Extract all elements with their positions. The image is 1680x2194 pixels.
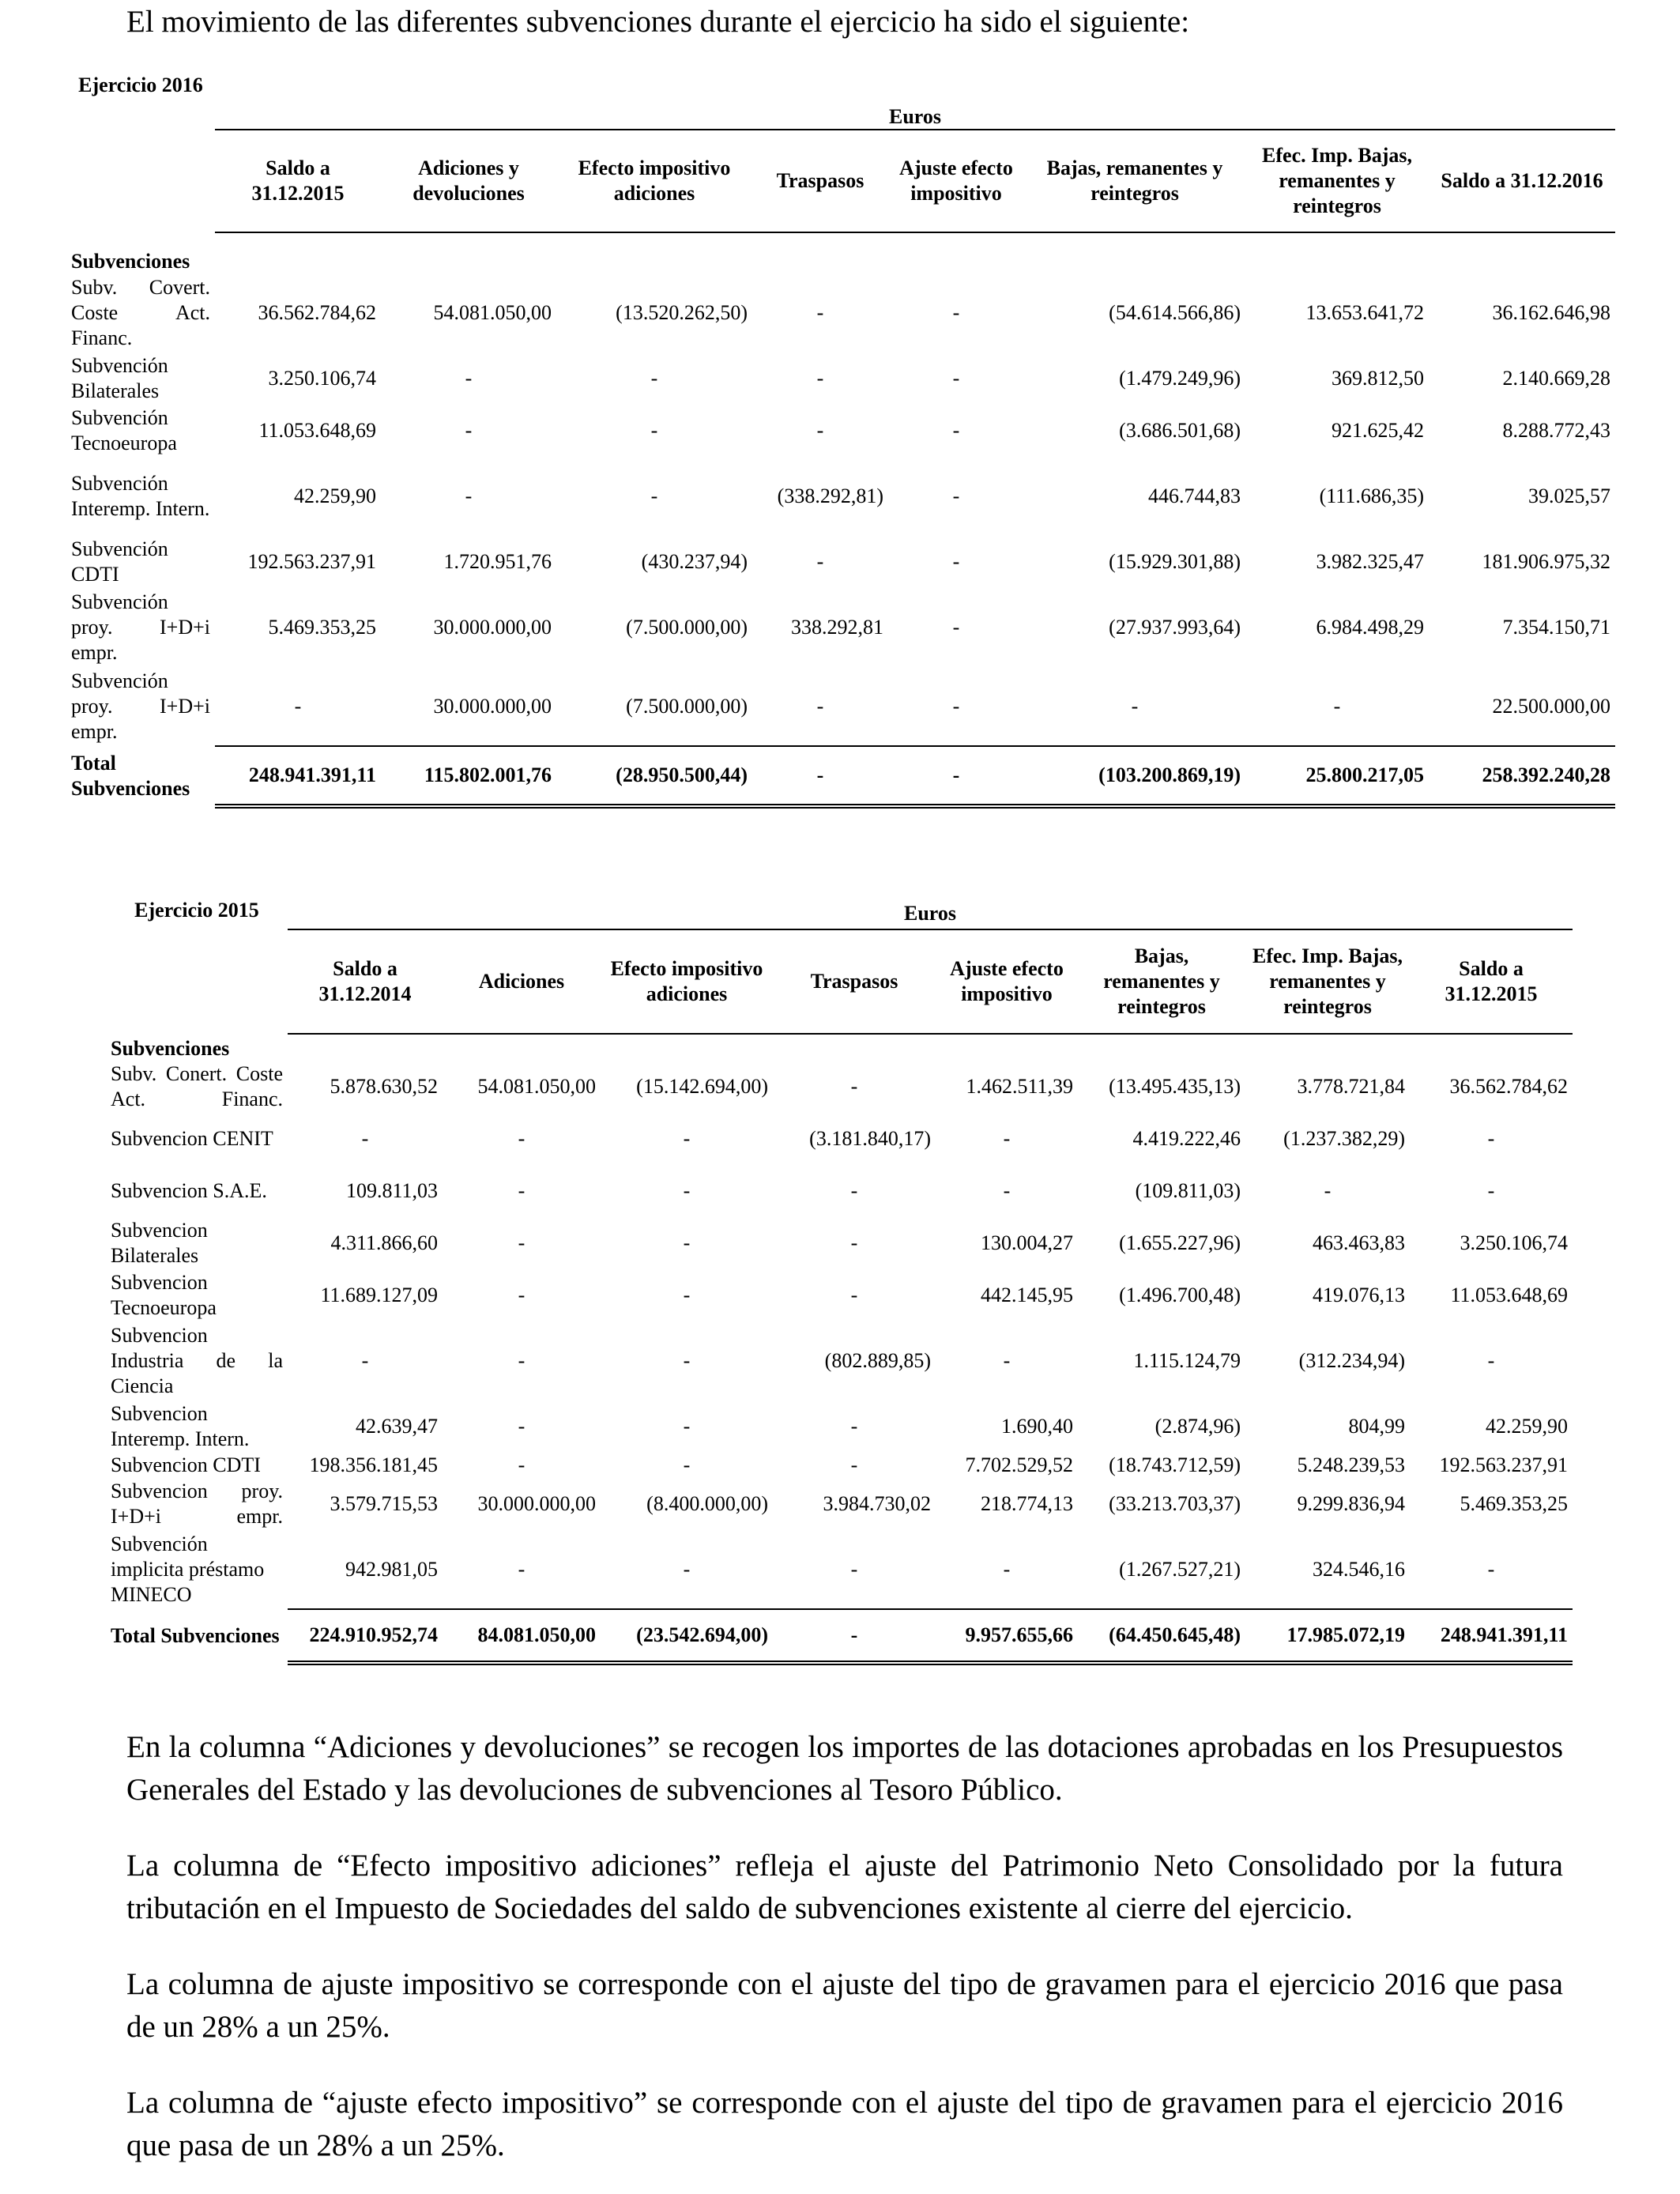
table-row: [66, 457, 1615, 536]
col-header: Saldo a 31.12.2015: [1410, 929, 1573, 1034]
table-cell: -: [465, 367, 473, 390]
table-cell: 36.562.784,62: [1449, 1075, 1568, 1098]
paragraph: La columna de ajuste impositivo se corresponde con el ajuste del tipo de gravamen para el ejercicio 2016 que pasa de un 28% a un 25%.: [126, 1967, 1563, 2044]
total-cell: (103.200.869,19): [1024, 746, 1245, 806]
table-cell: -: [952, 367, 960, 390]
table-row: [106, 1113, 1573, 1165]
table-cell: 5.469.353,25: [268, 616, 376, 639]
table-cell: 369.812,50: [1332, 367, 1424, 390]
table-cell: -: [952, 550, 960, 573]
table-cell: -: [1003, 1179, 1011, 1202]
intro-text: El movimiento de las diferentes subvenciones durante el ejercicio ha sido el siguiente:: [126, 5, 1190, 39]
table-row: [106, 1321, 1573, 1400]
table-cell: (430.237,94): [641, 550, 748, 573]
table-cell: (18.743.712,59): [1109, 1453, 1241, 1476]
paragraph: En la columna “Adiciones y devoluciones” se recogen los importes de las dotaciones aprobadas en los Presupuestos Generales del Estado y las devoluciones de subvenciones al Tesoro Público.: [126, 1730, 1563, 1807]
table-cell: -: [361, 1349, 369, 1372]
table-row: [66, 352, 1615, 405]
row-label: Subvencion Interemp. Intern.: [111, 1402, 250, 1450]
table-body: [106, 1061, 1573, 1663]
table-cell: -: [1003, 1349, 1011, 1372]
table-cell: 54.081.050,00: [433, 301, 552, 324]
col-header: Adiciones y devoluciones: [381, 130, 556, 232]
total-cell: 84.081.050,00: [443, 1609, 601, 1663]
table-cell: -: [650, 419, 658, 442]
row-label: Subv. Covert. Coste Act. Financ.: [71, 276, 210, 349]
row-label: Subvencion proy. I+D+i empr.: [111, 1480, 283, 1528]
table-cell: -: [518, 1179, 525, 1202]
table-cell: -: [518, 1284, 525, 1306]
col-header: Traspasos: [752, 130, 888, 232]
table-cell: (13.520.262,50): [616, 301, 748, 324]
table-cell: -: [850, 1179, 858, 1202]
table-cell: 198.356.181,45: [309, 1453, 438, 1476]
total-cell: -: [888, 746, 1024, 806]
table-cell: 3.250.106,74: [1460, 1231, 1568, 1254]
table-cell: -: [518, 1231, 525, 1254]
row-label: Subvención CDTI: [71, 537, 168, 586]
table-row: [66, 405, 1615, 457]
table-cell: 22.500.000,00: [1492, 694, 1610, 718]
total-cell: -: [752, 746, 888, 806]
col-header: Saldo a 31.12.2014: [288, 929, 443, 1034]
table-cell: 5.248.239,53: [1297, 1453, 1405, 1476]
total-label: Total Subvenciones: [71, 752, 190, 800]
row-label: Subvencion Bilaterales: [111, 1219, 208, 1267]
table-cell: 463.463,83: [1313, 1231, 1405, 1254]
table-cell: (15.929.301,88): [1109, 550, 1241, 573]
table-cell: (15.142.694,00): [636, 1075, 768, 1098]
total-row: [66, 746, 1615, 806]
col-header: Adiciones: [443, 929, 601, 1034]
table-cell: -: [816, 550, 824, 573]
col-header: Ajuste efecto impositivo: [936, 929, 1078, 1034]
row-label: Subvención implicita préstamo MINECO: [111, 1532, 265, 1606]
row-label: Subvencion S.A.E.: [111, 1179, 267, 1202]
table-cell: -: [1003, 1127, 1011, 1150]
total-cell: (23.542.694,00): [601, 1609, 773, 1663]
col-header: Efecto impositivo adiciones: [601, 929, 773, 1034]
table-cell: -: [518, 1557, 525, 1581]
table-row: [106, 1061, 1573, 1113]
paragraph: La columna de “ajuste efecto impositivo” se corresponde con el ajuste del tipo de gravamen para el ejercicio 2016 que pasa de un 28% a un 25%.: [126, 2086, 1563, 2162]
table-cell: 30.000.000,00: [477, 1492, 596, 1515]
total-cell: 115.802.001,76: [381, 746, 556, 806]
table-row: [106, 1478, 1573, 1530]
table-cell: -: [518, 1415, 525, 1438]
table-cell: -: [952, 616, 960, 639]
table-cell: (109.811,03): [1135, 1179, 1241, 1202]
table-cell: -: [294, 694, 302, 718]
table-cell: 338.292,81: [791, 616, 883, 639]
col-header: Efec. Imp. Bajas, remanentes y reintegros: [1245, 130, 1429, 232]
row-header: Subvenciones: [71, 250, 190, 273]
table-cell: -: [683, 1179, 691, 1202]
table-cell: -: [850, 1231, 858, 1254]
col-header: Bajas, remanentes y reintegros: [1078, 929, 1245, 1034]
table-cell: -: [361, 1127, 369, 1150]
total-cell: 25.800.217,05: [1245, 746, 1429, 806]
table-cell: 130.004,27: [981, 1231, 1073, 1254]
col-header: Ajuste efecto impositivo: [888, 130, 1024, 232]
table-cell: 942.981,05: [345, 1557, 438, 1581]
row-label: Subvención Bilaterales: [71, 354, 168, 402]
table-row: [106, 1165, 1573, 1217]
table-row: [66, 588, 1615, 667]
table-cell: 42.259,90: [1486, 1415, 1568, 1438]
table-cell: -: [952, 419, 960, 442]
table-cell: 442.145,95: [981, 1284, 1073, 1306]
table-cell: 4.311.866,60: [330, 1231, 438, 1254]
table-cell: -: [683, 1231, 691, 1254]
row-label: Subvencion CDTI: [111, 1453, 261, 1476]
table-cell: 7.702.529,52: [965, 1453, 1073, 1476]
table-cell: 11.689.127,09: [320, 1284, 438, 1306]
table-cell: (8.400.000,00): [646, 1492, 768, 1515]
table-row: [66, 536, 1615, 588]
table-cell: 446.744,83: [1148, 484, 1241, 507]
table-cell: 5.469.353,25: [1460, 1492, 1568, 1515]
table-row: [106, 1453, 1573, 1478]
row-label: Subvencion Tecnoeuropa: [111, 1271, 217, 1319]
table-cell: 8.288.772,43: [1502, 419, 1610, 442]
table-2015: [106, 898, 1573, 1665]
table-cell: (13.495.435,13): [1109, 1075, 1241, 1098]
table-cell: -: [1487, 1127, 1495, 1150]
table-cell: -: [952, 301, 960, 324]
table-cell: (1.479.249,96): [1119, 367, 1241, 390]
table-cell: 30.000.000,00: [433, 616, 552, 639]
table-cell: -: [850, 1415, 858, 1438]
table-cell: 181.906.975,32: [1482, 550, 1610, 573]
col-header: Efecto impositivo adiciones: [556, 130, 752, 232]
row-label: Subvención proy. I+D+i empr.: [71, 669, 210, 743]
row-label: Subvención Tecnoeuropa: [71, 406, 177, 454]
table-cell: -: [683, 1557, 691, 1581]
row-label: Subv. Conert. Coste Act. Financ.: [111, 1062, 283, 1110]
table-cell: 5.878.630,52: [330, 1075, 438, 1098]
table-cell: -: [816, 694, 824, 718]
table-cell: 36.162.646,98: [1492, 301, 1610, 324]
table-cell: (338.292,81): [777, 484, 883, 507]
table-cell: 218.774,13: [981, 1492, 1073, 1515]
paragraph: La columna de “Efecto impositivo adiciones” refleja el ajuste del Patrimonio Neto Consolidado por la futura tributación en el Impuesto de Sociedades del saldo de subvenciones existente al cierre del ejercicio.: [126, 1849, 1563, 1925]
table-cell: (33.213.703,37): [1109, 1492, 1241, 1515]
table-cell: -: [683, 1453, 691, 1476]
euros-label: Euros: [215, 73, 1615, 130]
table-cell: (1.267.527,21): [1119, 1557, 1241, 1581]
total-cell: (28.950.500,44): [556, 746, 752, 806]
table-cell: -: [850, 1075, 858, 1098]
table-cell: -: [1333, 694, 1341, 718]
table-cell: 9.299.836,94: [1297, 1492, 1405, 1515]
table-row: [106, 1217, 1573, 1269]
table-cell: 2.140.669,28: [1502, 367, 1610, 390]
table-cell: 54.081.050,00: [477, 1075, 596, 1098]
table-cell: 4.419.222,46: [1132, 1127, 1241, 1150]
table-cell: -: [1324, 1179, 1332, 1202]
table-cell: -: [816, 419, 824, 442]
table-cell: 804,99: [1348, 1415, 1405, 1438]
table-cell: -: [1487, 1557, 1495, 1581]
table-cell: -: [683, 1415, 691, 1438]
table-cell: 7.354.150,71: [1502, 616, 1610, 639]
year-label: Ejercicio 2016: [78, 74, 203, 96]
table-cell: -: [683, 1349, 691, 1372]
table-cell: 3.579.715,53: [330, 1492, 438, 1515]
table-cell: (3.686.501,68): [1119, 419, 1241, 442]
col-header: Efec. Imp. Bajas, remanentes y reintegros: [1245, 929, 1410, 1034]
table-cell: 1.115.124,79: [1133, 1349, 1241, 1372]
table-cell: -: [683, 1284, 691, 1306]
table-cell: 1.462.511,39: [966, 1075, 1073, 1098]
table-cell: 921.625,42: [1332, 419, 1424, 442]
table-cell: 42.639,47: [356, 1415, 438, 1438]
table-cell: 13.653.641,72: [1305, 301, 1424, 324]
table-cell: -: [518, 1453, 525, 1476]
table-cell: (3.181.840,17): [809, 1127, 931, 1150]
row-label: Subvención Interemp. Intern.: [71, 472, 210, 520]
total-label: Total Subvenciones: [111, 1624, 280, 1647]
table-cell: (111.686,35): [1319, 484, 1424, 507]
table-cell: -: [518, 1127, 525, 1150]
table-cell: 324.546,16: [1313, 1557, 1405, 1581]
table-cell: -: [683, 1127, 691, 1150]
total-cell: 248.941.391,11: [1410, 1609, 1573, 1663]
table-cell: -: [850, 1284, 858, 1306]
table-row: [66, 667, 1615, 746]
table-cell: 11.053.648,69: [258, 419, 376, 442]
total-cell: -: [773, 1609, 936, 1663]
row-label: Subvencion Industria de la Ciencia: [111, 1324, 283, 1397]
euros-label: Euros: [288, 898, 1573, 929]
table-row: [106, 1400, 1573, 1453]
total-cell: 258.392.240,28: [1429, 746, 1615, 806]
table-cell: 1.690,40: [1001, 1415, 1073, 1438]
table-cell: (1.496.700,48): [1119, 1284, 1241, 1306]
year-label: Ejercicio 2015: [134, 899, 259, 922]
table-cell: -: [650, 484, 658, 507]
table-body: [66, 273, 1615, 806]
row-label: Subvencion CENIT: [111, 1127, 273, 1150]
table-cell: (54.614.566,86): [1109, 301, 1241, 324]
table-row: [106, 1269, 1573, 1321]
table-cell: 192.563.237,91: [1439, 1453, 1568, 1476]
col-header: Saldo a 31.12.2016: [1429, 130, 1615, 232]
table-cell: -: [518, 1349, 525, 1372]
table-cell: 42.259,90: [294, 484, 376, 507]
table-cell: -: [1487, 1179, 1495, 1202]
table-2016: [66, 73, 1615, 809]
table-cell: -: [816, 367, 824, 390]
table-cell: -: [465, 484, 473, 507]
table-cell: -: [465, 419, 473, 442]
table-cell: (312.234,94): [1298, 1349, 1405, 1372]
total-cell: 17.985.072,19: [1245, 1609, 1410, 1663]
total-cell: 224.910.952,74: [288, 1609, 443, 1663]
row-label: Subvención proy. I+D+i empr.: [71, 590, 210, 664]
col-header: Bajas, remanentes y reintegros: [1024, 130, 1245, 232]
table-cell: 419.076,13: [1313, 1284, 1405, 1306]
table-cell: (1.237.382,29): [1283, 1127, 1405, 1150]
table-cell: (1.655.227,96): [1119, 1231, 1241, 1254]
table-cell: (27.937.993,64): [1109, 616, 1241, 639]
table-cell: 3.982.325,47: [1316, 550, 1424, 573]
table-cell: 3.984.730,02: [823, 1492, 931, 1515]
table-cell: 11.053.648,69: [1450, 1284, 1568, 1306]
table-cell: 39.025,57: [1528, 484, 1610, 507]
total-row: [106, 1609, 1573, 1663]
table-cell: (2.874,96): [1155, 1415, 1241, 1438]
col-header: Saldo a 31.12.2015: [215, 130, 381, 232]
total-cell: 248.941.391,11: [215, 746, 381, 806]
table-cell: -: [850, 1453, 858, 1476]
table-cell: 36.562.784,62: [258, 301, 376, 324]
table-cell: (7.500.000,00): [626, 694, 748, 718]
table-cell: -: [1003, 1557, 1011, 1581]
table-cell: 192.563.237,91: [247, 550, 376, 573]
table-cell: 6.984.498,29: [1316, 616, 1424, 639]
table-cell: (7.500.000,00): [626, 616, 748, 639]
table-cell: 3.250.106,74: [268, 367, 376, 390]
table-cell: -: [952, 694, 960, 718]
row-header: Subvenciones: [111, 1037, 230, 1060]
table-cell: 1.720.951,76: [443, 550, 552, 573]
total-cell: (64.450.645,48): [1078, 1609, 1245, 1663]
table-cell: 30.000.000,00: [433, 694, 552, 718]
table-cell: -: [1131, 694, 1139, 718]
table-cell: -: [850, 1557, 858, 1581]
total-cell: 9.957.655,66: [936, 1609, 1078, 1663]
table-cell: -: [650, 367, 658, 390]
col-header: Traspasos: [773, 929, 936, 1034]
table-cell: -: [816, 301, 824, 324]
table-row: [106, 1530, 1573, 1609]
table-cell: (802.889,85): [824, 1349, 931, 1372]
table-cell: 109.811,03: [345, 1179, 438, 1202]
table-cell: -: [1487, 1349, 1495, 1372]
table-row: [66, 273, 1615, 352]
table-cell: -: [952, 484, 960, 507]
table-cell: 3.778.721,84: [1297, 1075, 1405, 1098]
